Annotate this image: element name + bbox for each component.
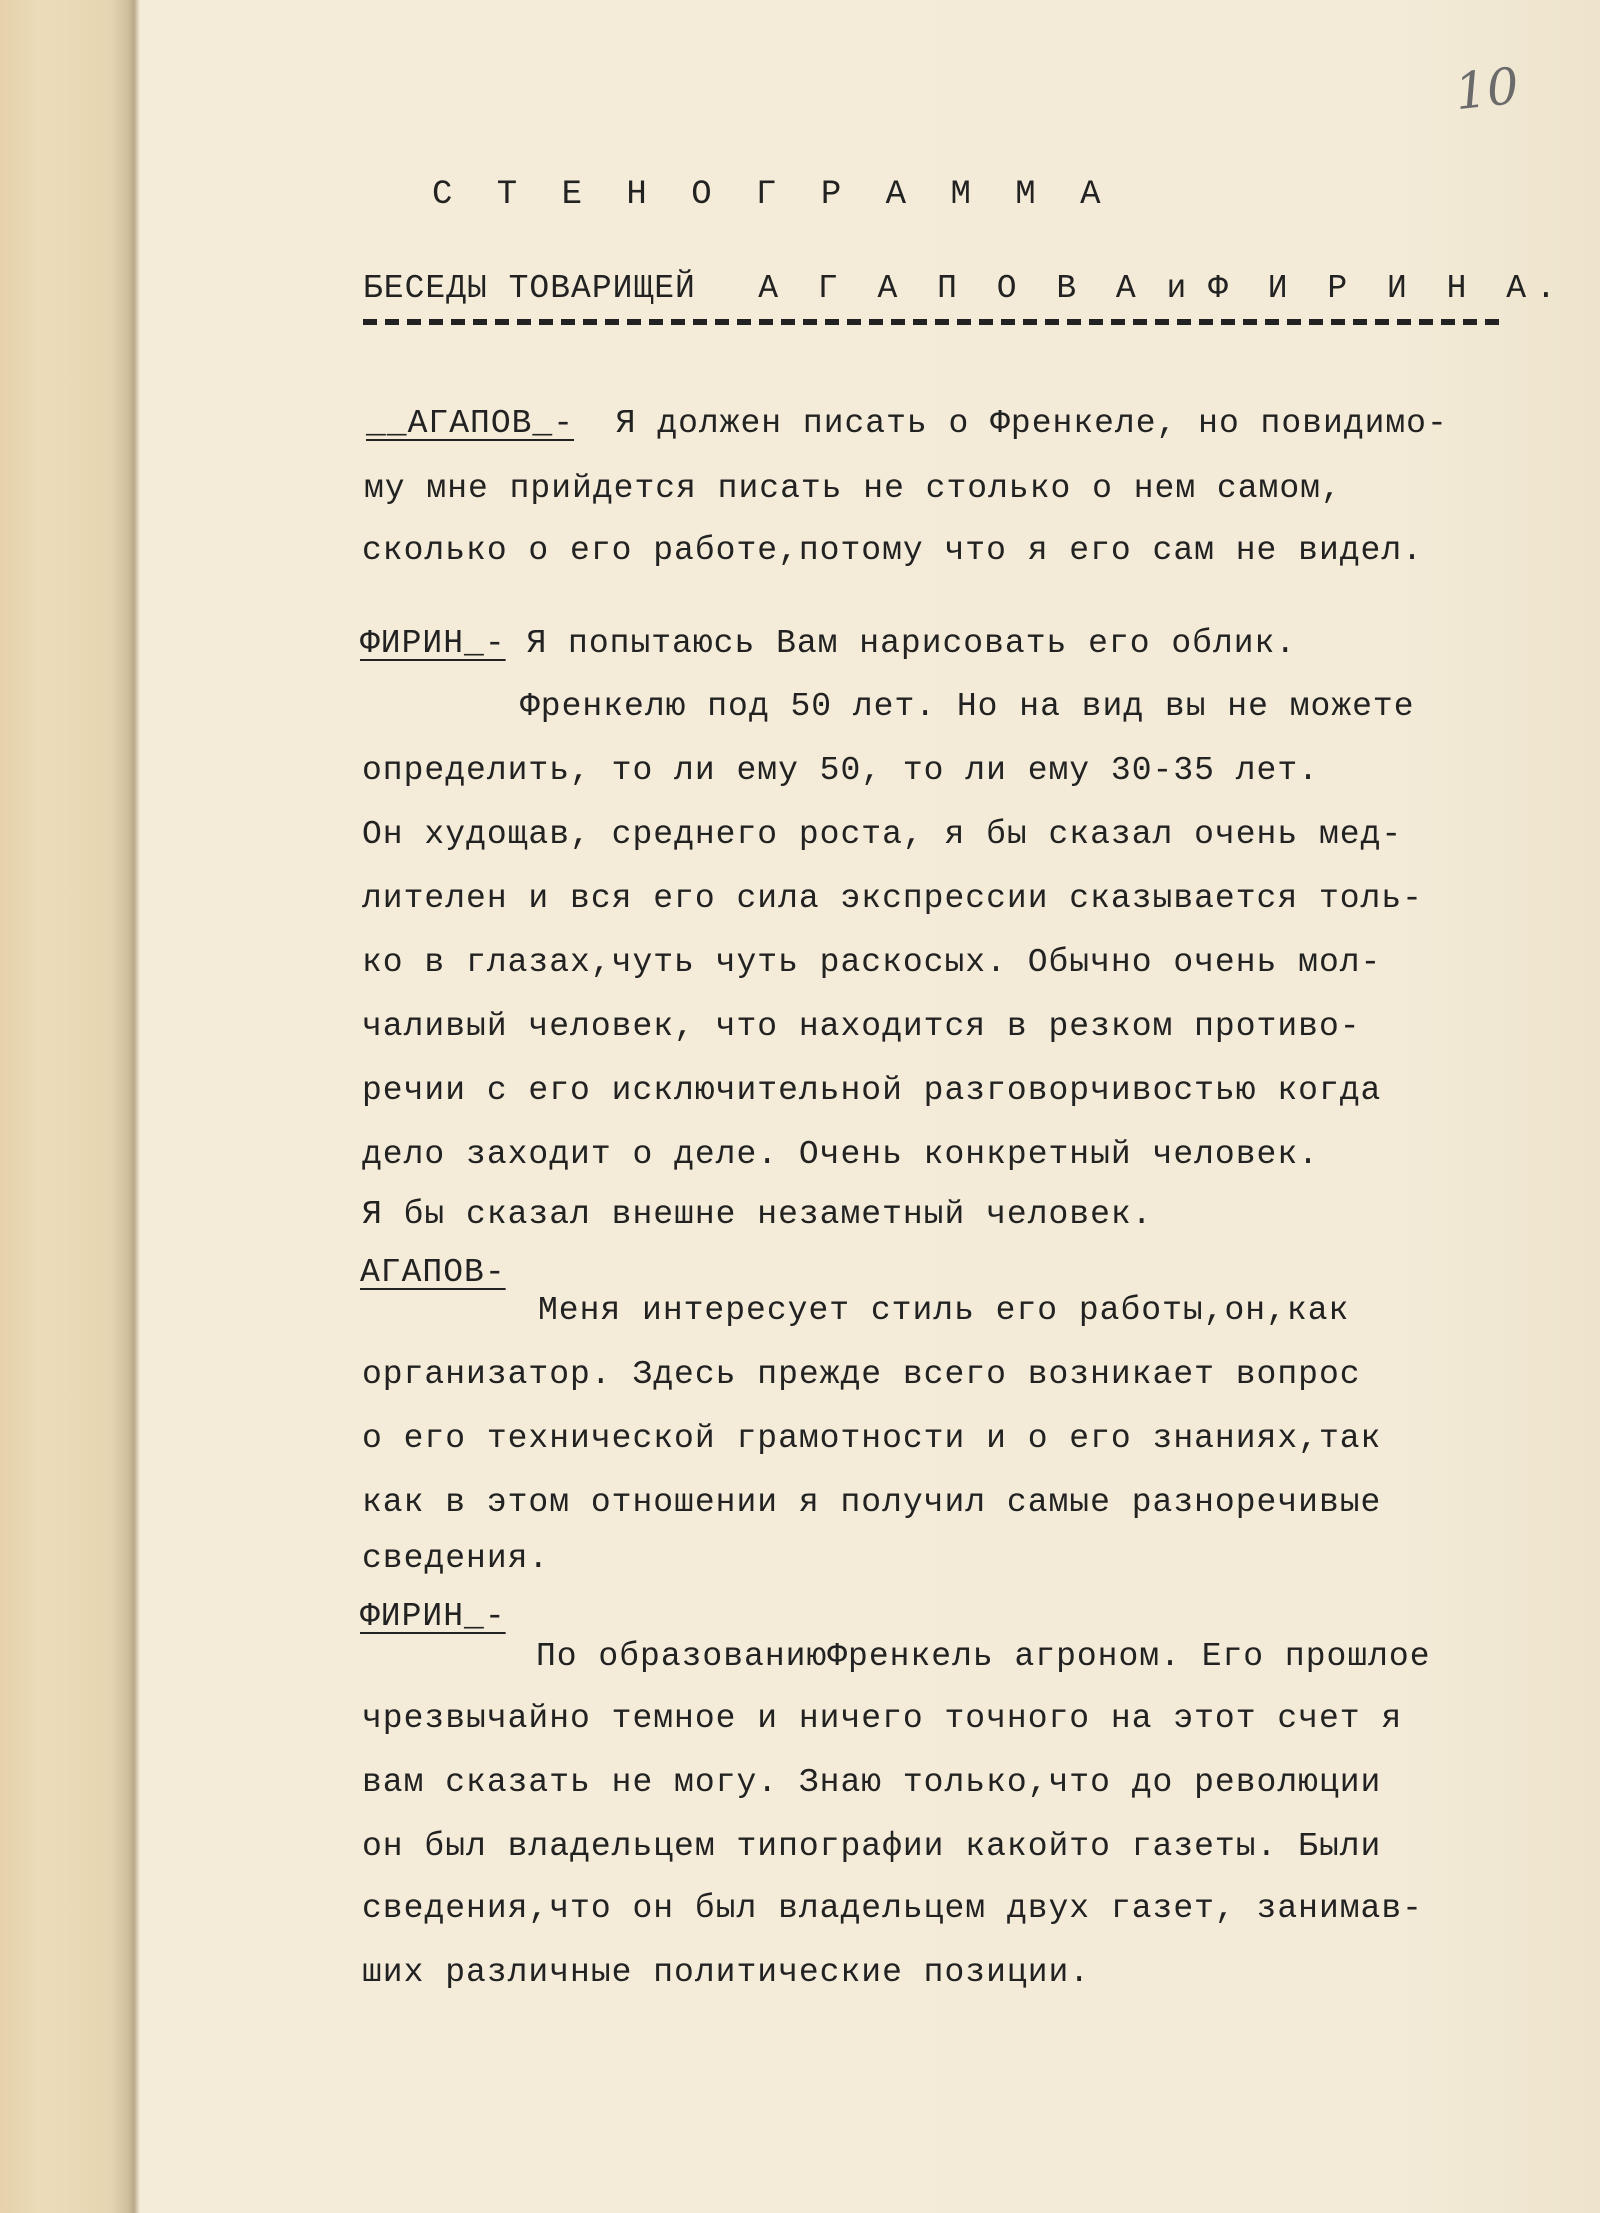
text-line: как в этом отношении я получил самые разноречивые	[362, 1484, 1382, 1521]
document-title: С Т Е Н О Г Р А М М А	[432, 176, 1113, 214]
text-line: о его технической грамотности и о его знаниях,так	[362, 1420, 1382, 1457]
text-line: По образованиюФренкель агроном. Его прошлое	[536, 1638, 1431, 1675]
speaker-label: __АГАПОВ_-	[366, 405, 575, 442]
text-line: чрезвычайно темное и ничего точного на этот счет я	[362, 1700, 1403, 1737]
text-line: Я попытаюсь Вам нарисовать его облик.	[526, 625, 1297, 662]
text-line: ко в глазах,чуть чуть раскосых. Обычно очень мол-	[362, 944, 1382, 981]
subtitle-conjunction: и	[1166, 270, 1188, 307]
speaker-label: АГАПОВ-	[360, 1254, 506, 1291]
text-line: Френкелю под 50 лет. Но на вид вы не можете	[520, 688, 1415, 725]
paragraph-2-first-line	[360, 625, 1296, 662]
text-line: он был владельцем типографии какойто газеты. Были	[362, 1828, 1382, 1865]
text-line: сколько о его работе,потому что я его сам не видел.	[362, 532, 1423, 569]
text-line: му мне прийдется писать не столько о нем самом,	[364, 470, 1342, 507]
subtitle-prefix: БЕСЕДЫ ТОВАРИЩЕЙ	[363, 270, 696, 307]
subtitle-name-firin: Ф И Р И Н А.	[1208, 270, 1566, 307]
text-line: ших различные политические позиции.	[362, 1954, 1091, 1991]
text-line: определить, то ли ему 50, то ли ему 30-35 лет.	[362, 752, 1319, 789]
document-subtitle	[363, 270, 1566, 307]
text-line: вам сказать не могу. Знаю только,что до революции	[362, 1764, 1382, 1801]
dashed-rule	[363, 319, 1503, 325]
page-number: 10	[1452, 56, 1522, 122]
text-line: сведения.	[362, 1540, 550, 1577]
text-line: лителен и вся его сила экспрессии сказывается толь-	[362, 880, 1423, 917]
text-line: Меня интересует стиль его работы,он,как	[538, 1292, 1350, 1329]
text-line: организатор. Здесь прежде всего возникает вопрос	[362, 1356, 1361, 1393]
text-line: чаливый человек, что находится в резком противо-	[362, 1008, 1361, 1045]
text-line: дело заходит о деле. Очень конкретный человек.	[362, 1136, 1319, 1173]
text-line: Он худощав, среднего роста, я бы сказал очень мед-	[362, 816, 1403, 853]
subtitle-name-agapov: А Г А П О В А	[758, 270, 1146, 307]
text-line: Я бы сказал внешне незаметный человек.	[362, 1196, 1153, 1233]
paragraph-1-first-line	[366, 405, 1448, 442]
speaker-label: ФИРИН_-	[360, 1598, 506, 1635]
text-line: сведения,что он был владельцем двух газет, занимав-	[362, 1890, 1423, 1927]
text-line: Я должен писать о Френкеле, но повидимо-	[615, 405, 1448, 442]
speaker-label: ФИРИН_-	[360, 625, 506, 662]
text-line: речии с его исключительной разговорчивостью когда	[362, 1072, 1382, 1109]
